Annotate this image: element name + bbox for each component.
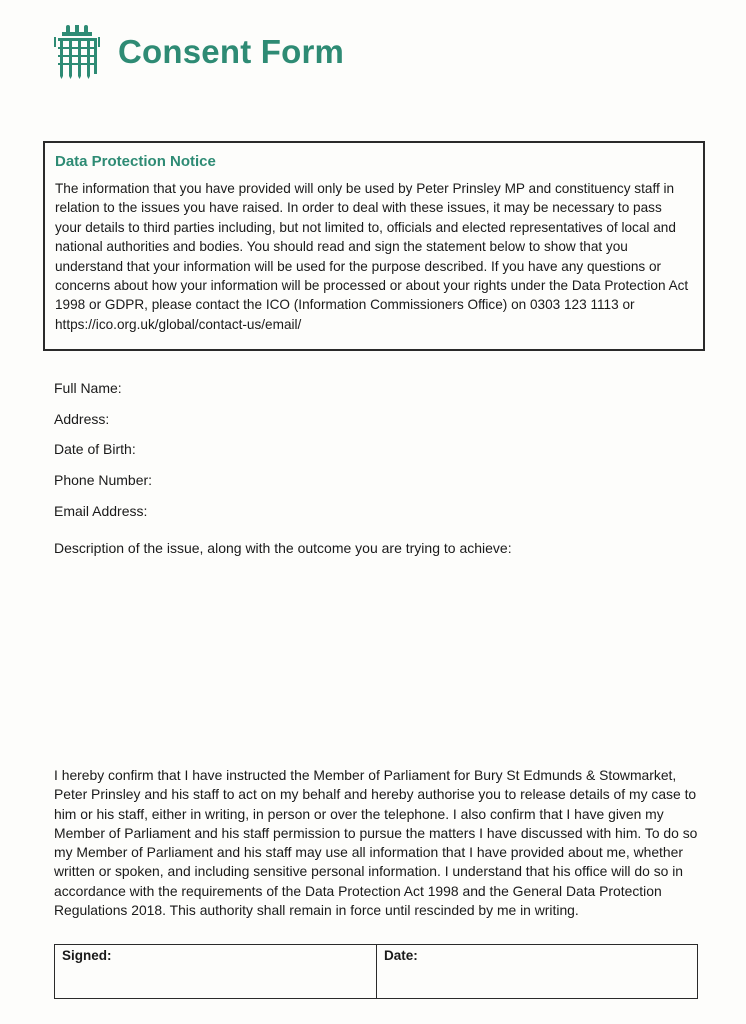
date-of-birth-field[interactable]: Date of Birth:	[54, 441, 136, 458]
page-title: Consent Form	[118, 33, 345, 70]
phone-number-field[interactable]: Phone Number:	[54, 472, 153, 489]
confirmation-statement: I hereby confirm that I have instructed the Member of Parliament for Bury St Edmunds & Stowmarket, Peter Prinsley and his staff to act on my behalf and hereby authorise you to release details of my case to him or his staff, either in writing, in person or over the telephone. I also confirm that I have given my Member of Parliament and his staff permission to pursue the matters I have discussed with him. To do so my Member of Parliament and his staff may use all information that I have provided about me, whether written or spoken, and including sensitive personal information. I understand that his office will do so in accordance with the requirements of the Data Protection Act 1998 and the General Data Protection Regulations 2018. This authority shall remain in force until rescinded by me in writing.	[54, 767, 698, 919]
portcullis-icon	[52, 25, 102, 79]
email-address-field[interactable]: Email Address:	[54, 502, 148, 519]
signed-field[interactable]: Signed:	[55, 945, 377, 998]
signature-box	[54, 944, 698, 999]
notice-heading: Data Protection Notice	[55, 153, 216, 170]
notice-body: The information that you have provided will only be used by Peter Prinsley MP and constituency staff in relation to the issues you have raised. In order to deal with these issues, it may be necessary to pass your details to third parties including, but not limited to, officials and elected representatives of local and national authorities and bodies. You should read and sign the statement below to show that you understand that your information will be used for the purpose described. If you have any questions or concerns about how your information will be processed or about your rights under the Data Protection Act 1998 or GDPR, please contact the ICO (Information Commissioners Office) on 0303 123 1113 or https://ico.org.uk/global/contact-us/email/	[55, 181, 689, 332]
form-header	[52, 24, 344, 80]
full-name-field[interactable]: Full Name:	[54, 380, 122, 396]
address-field[interactable]: Address:	[54, 410, 110, 427]
personal-details	[54, 380, 152, 533]
issue-description-label[interactable]: Description of the issue, along with the outcome you are trying to achieve:	[54, 540, 512, 556]
data-protection-notice	[43, 141, 705, 351]
date-field[interactable]: Date:	[384, 948, 418, 963]
